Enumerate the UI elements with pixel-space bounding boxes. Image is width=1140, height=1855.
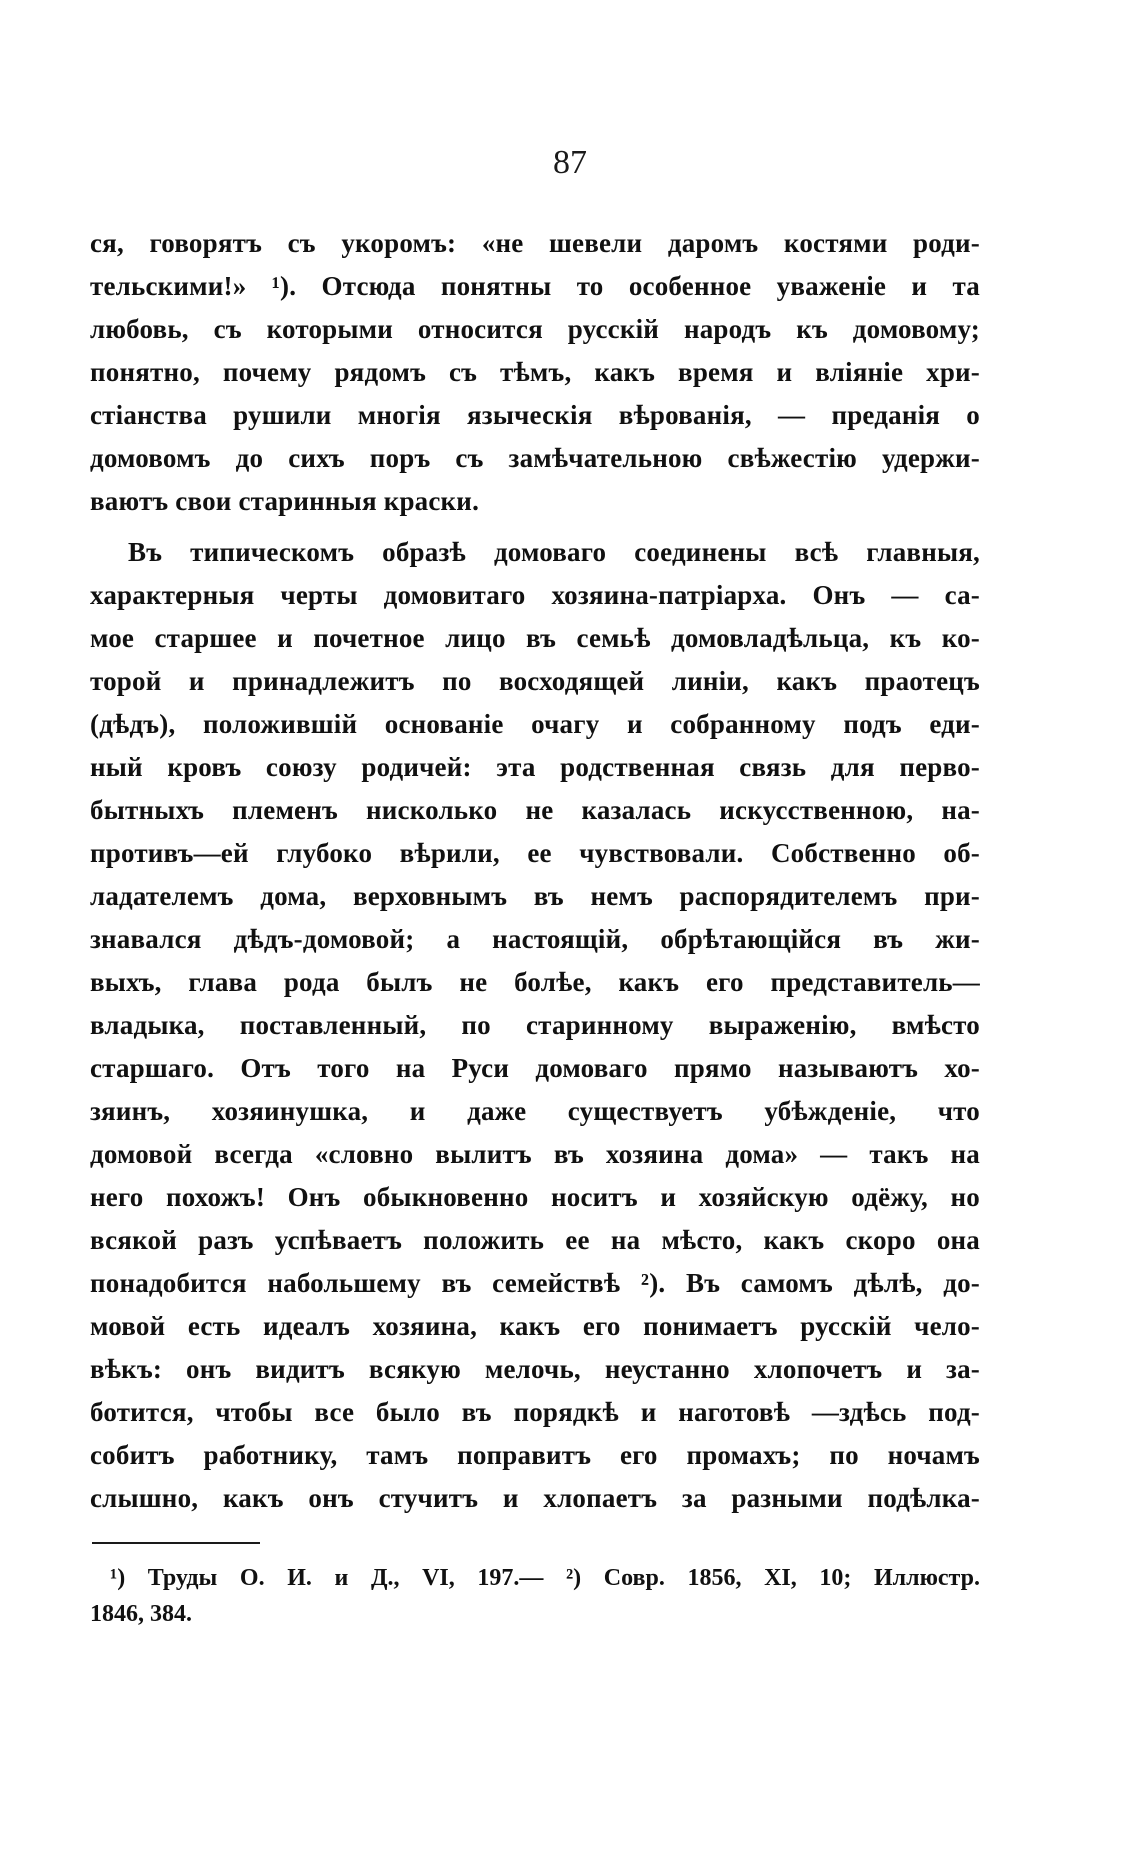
main-text xyxy=(90,222,980,1520)
text-line: понадобится набольшему въ семействѣ ²). Въ самомъ дѣлѣ, до- xyxy=(90,1268,980,1298)
text-line: ботится, чтобы все было въ порядкѣ и наготовѣ —здѣсь под- xyxy=(90,1397,980,1427)
text-line: ный кровъ союзу родичей: эта родственная связь для перво- xyxy=(90,752,980,782)
text-line: зяинъ, хозяинушка, и даже существуетъ убѣжденіе, что xyxy=(90,1096,980,1126)
text-line: стіанства рушили многія языческія вѣрованія, — преданія о xyxy=(90,400,980,430)
text-line: знавался дѣдъ-домовой; а настоящій, обрѣтающійся въ жи- xyxy=(90,924,980,954)
text-line: бытныхъ племенъ нисколько не казалась искусственною, на- xyxy=(90,795,980,825)
footnote-divider xyxy=(92,1542,260,1544)
text-line: характерныя черты домовитаго хозяина-патріарха. Онъ — са- xyxy=(90,580,980,610)
text-line: домовой всегда «словно вылитъ въ хозяина дома» — такъ на xyxy=(90,1139,980,1169)
footnotes xyxy=(90,1560,980,1632)
footnote-line: 1846, 384. xyxy=(90,1601,192,1627)
text-line: выхъ, глава рода былъ не болѣе, какъ его представитель— xyxy=(90,967,980,997)
text-line: мовой есть идеалъ хозяина, какъ его понимаетъ русскій чело- xyxy=(90,1311,980,1341)
page-number: 87 xyxy=(553,144,587,181)
text-line: Въ типическомъ образѣ домоваго соединены всѣ главныя, xyxy=(128,537,980,567)
text-line: тельскими!» ¹). Отсюда понятны то особенное уваженіе и та xyxy=(90,271,980,301)
text-line: ваютъ свои старинныя краски. xyxy=(90,486,480,516)
text-line: (дѣдъ), положившій основаніе очагу и собранному подъ еди- xyxy=(90,709,980,739)
text-line: любовь, съ которыми относится русскій народъ къ домовому; xyxy=(90,314,980,344)
text-line: всякой разъ успѣваетъ положить ее на мѣсто, какъ скоро она xyxy=(90,1225,980,1255)
text-line: слышно, какъ онъ стучитъ и хлопаетъ за разными подѣлка- xyxy=(90,1483,980,1513)
text-line: домовомъ до сихъ поръ съ замѣчательною свѣжестію удержи- xyxy=(90,443,980,473)
text-line: старшаго. Отъ того на Руси домоваго прямо называютъ хо- xyxy=(90,1053,980,1083)
text-line: него похожъ! Онъ обыкновенно носитъ и хозяйскую одёжу, но xyxy=(90,1182,980,1212)
text-line: собитъ работнику, тамъ поправитъ его промахъ; по ночамъ xyxy=(90,1440,980,1470)
text-line: вѣкъ: онъ видитъ всякую мелочь, неустанно хлопочетъ и за- xyxy=(90,1354,980,1384)
text-line: понятно, почему рядомъ съ тѣмъ, какъ время и вліяніе хри- xyxy=(90,357,980,387)
text-line: ся, говорятъ съ укоромъ: «не шевели даромъ костями роди- xyxy=(90,228,980,258)
paragraph-1 xyxy=(90,222,980,523)
text-line: противъ—ей глубоко вѣрили, ее чувствовали. Собственно об- xyxy=(90,838,980,868)
paragraph-2 xyxy=(90,531,980,1520)
text-line: торой и принадлежитъ по восходящей линіи, какъ праотецъ xyxy=(90,666,980,696)
text-line: владыка, поставленный, по старинному выраженію, вмѣсто xyxy=(90,1010,980,1040)
footnote-line: ¹) Труды О. И. и Д., VI, 197.— ²) Совр. 1856, XI, 10; Иллюстр. xyxy=(110,1565,980,1591)
text-line: мое старшее и почетное лицо въ семьѣ домовладѣльца, къ ко- xyxy=(90,623,980,653)
text-line: ладателемъ дома, верховнымъ въ немъ распорядителемъ при- xyxy=(90,881,980,911)
